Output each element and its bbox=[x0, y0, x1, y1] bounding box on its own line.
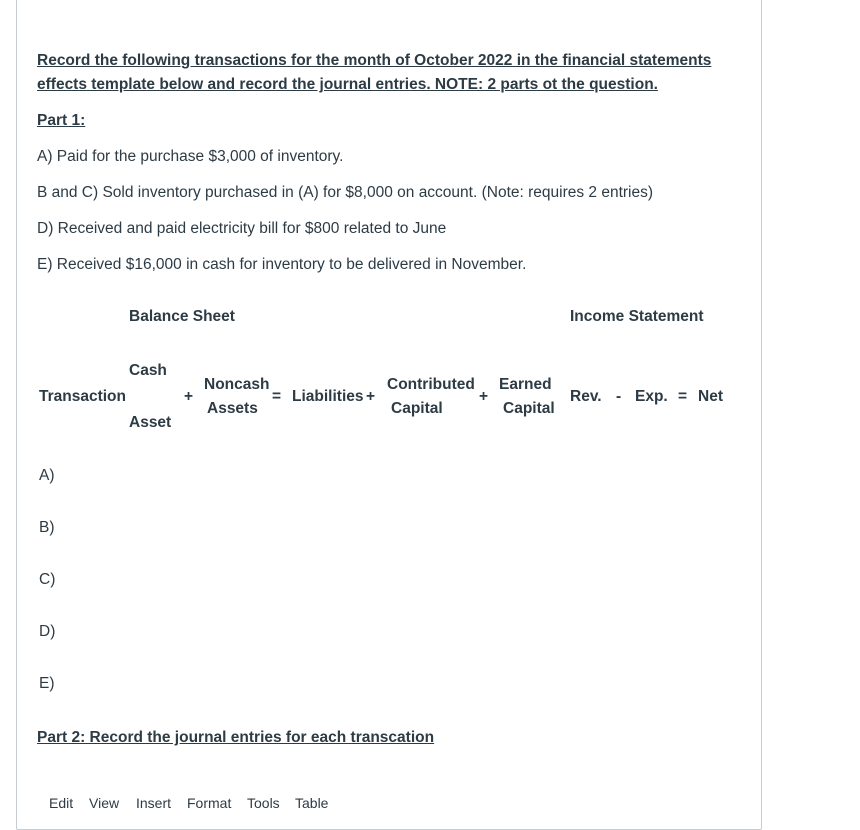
header-plus-1: + bbox=[184, 388, 194, 405]
header-cash-asset: Asset bbox=[129, 414, 172, 431]
transaction-e: E) Received $16,000 in cash for inventory to be delivered in November. bbox=[37, 256, 527, 273]
header-expense: Exp. bbox=[635, 388, 668, 405]
header-liabilities: Liabilities bbox=[292, 388, 364, 405]
menu-insert[interactable]: Insert bbox=[136, 795, 172, 811]
header-noncash-assets: Assets bbox=[207, 400, 258, 417]
menu-tools[interactable]: Tools bbox=[247, 795, 280, 811]
menu-table[interactable]: Table bbox=[295, 795, 329, 811]
part2-label: Part 2: Record the journal entries for each transcation bbox=[37, 729, 435, 746]
balance-sheet-label: Balance Sheet bbox=[129, 308, 235, 325]
transaction-d: D) Received and paid electricity bill for $800 related to June bbox=[37, 220, 447, 237]
header-contributed-capital: Capital bbox=[391, 400, 443, 417]
header-contributed: Contributed bbox=[387, 376, 475, 393]
menu-format[interactable]: Format bbox=[187, 795, 232, 811]
header-minus: - bbox=[616, 388, 622, 405]
header-transaction: Transaction bbox=[39, 388, 126, 405]
header-revenue: Rev. bbox=[570, 388, 602, 405]
menu-edit[interactable]: Edit bbox=[49, 795, 74, 811]
row-label-d: D) bbox=[39, 623, 56, 640]
transaction-bc: B and C) Sold inventory purchased in (A) for $8,000 on account. (Note: requires 2 entries) bbox=[37, 184, 654, 201]
row-label-e: E) bbox=[39, 675, 55, 692]
header-equals-1: = bbox=[272, 388, 282, 405]
question-line-1: Record the following transactions for the month of October 2022 in the financial statements bbox=[37, 52, 712, 69]
transaction-a: A) Paid for the purchase $3,000 of inventory. bbox=[37, 148, 344, 165]
header-plus-2: + bbox=[366, 388, 376, 405]
header-earned-capital: Capital bbox=[503, 400, 555, 417]
header-equals-2: = bbox=[678, 388, 688, 405]
header-plus-3: + bbox=[479, 388, 489, 405]
income-statement-label: Income Statement bbox=[570, 308, 704, 325]
row-label-b: B) bbox=[39, 519, 55, 536]
header-noncash: Noncash bbox=[204, 376, 270, 393]
part1-label: Part 1: bbox=[37, 112, 86, 129]
header-cash: Cash bbox=[129, 362, 167, 379]
header-earned: Earned bbox=[499, 376, 552, 393]
row-label-c: C) bbox=[39, 571, 56, 588]
question-line-2: effects template below and record the journal entries. NOTE: 2 parts ot the question. bbox=[37, 76, 658, 93]
menu-view[interactable]: View bbox=[89, 795, 120, 811]
header-net: Net bbox=[698, 388, 723, 405]
question-panel bbox=[16, 0, 762, 830]
row-label-a: A) bbox=[39, 467, 55, 484]
